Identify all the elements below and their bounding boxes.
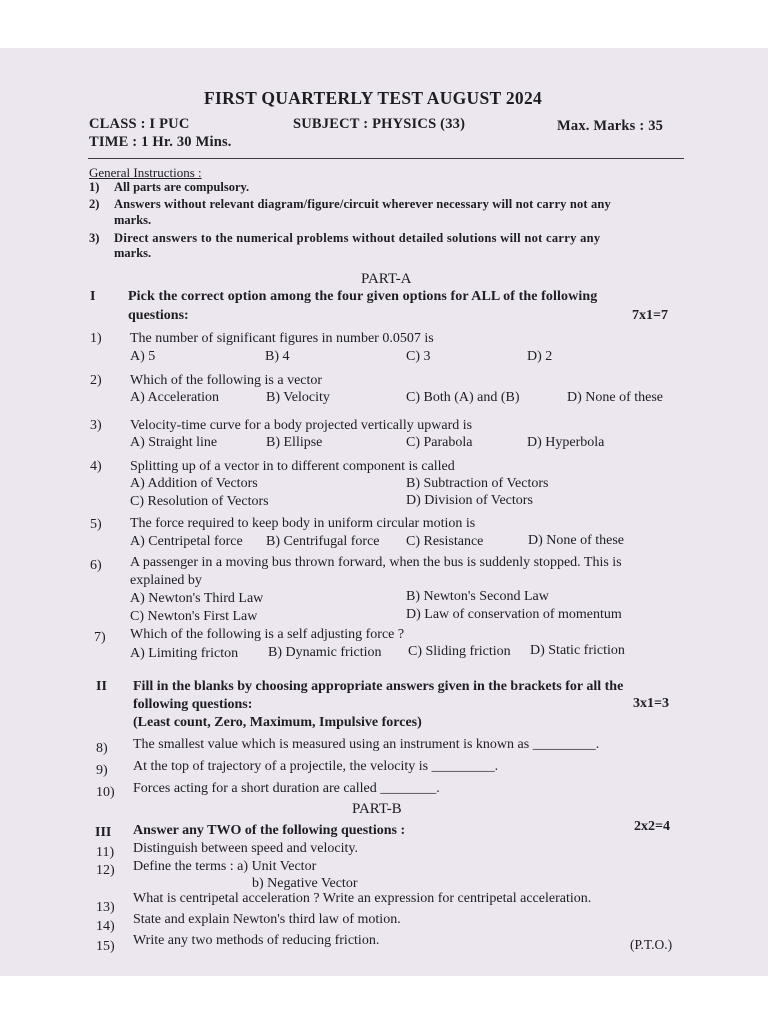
instruction-text-cont: marks.	[114, 246, 152, 260]
section-instruction: Answer any TWO of the following questions :	[133, 823, 406, 838]
section-roman: II	[96, 679, 107, 694]
question-number: 2)	[90, 373, 102, 388]
option-a: A) Addition of Vectors	[130, 476, 258, 491]
question-number: 4)	[90, 459, 102, 474]
question-text: Which of the following is a vector	[130, 373, 323, 388]
option-d: D) Law of conservation of momentum	[406, 607, 622, 622]
instructions-heading: General Instructions :	[89, 165, 202, 180]
class-label: CLASS : I PUC	[89, 116, 190, 132]
option-a: A) Newton's Third Law	[130, 591, 264, 606]
question-text: What is centripetal acceleration ? Write an expression for centripetal acceleration.	[133, 891, 592, 906]
question-number: 11)	[96, 845, 115, 860]
question-text: Forces acting for a short duration are called ________.	[133, 781, 440, 796]
time-label: TIME : 1 Hr. 30 Mins.	[89, 134, 232, 150]
question-text: Splitting up of a vector in to different component is called	[130, 459, 455, 474]
instruction-text: Answers without relevant diagram/figure/circuit wherever necessary will not carry not any	[114, 197, 611, 211]
option-a: A) Limiting fricton	[130, 646, 239, 661]
question-text: Velocity-time curve for a body projected vertically upward is	[130, 418, 473, 433]
section-instruction: Pick the correct option among the four given options for ALL of the following	[128, 289, 598, 304]
option-d: D) None of these	[528, 533, 625, 548]
bracket-options: (Least count, Zero, Maximum, Impulsive forces)	[133, 715, 422, 730]
question-number: 3)	[90, 418, 102, 433]
option-b: B) Ellipse	[266, 435, 323, 450]
question-number: 6)	[90, 558, 102, 573]
question-number: 1)	[90, 331, 102, 346]
option-d: D) Division of Vectors	[406, 493, 533, 508]
part-b-heading: PART-B	[352, 801, 402, 817]
header-divider	[88, 158, 684, 159]
option-b: B) 4	[265, 349, 290, 364]
instruction-text: All parts are compulsory.	[114, 180, 250, 194]
question-text: The force required to keep body in uniform circular motion is	[130, 516, 476, 531]
option-a: A) 5	[130, 349, 156, 364]
option-c: C) Resistance	[406, 534, 484, 549]
option-c: C) Resolution of Vectors	[130, 494, 269, 509]
option-b: B) Subtraction of Vectors	[406, 476, 549, 491]
option-a: A) Centripetal force	[130, 534, 243, 549]
option-d: D) Static friction	[530, 643, 625, 658]
question-text: The number of significant figures in number 0.0507 is	[130, 331, 434, 346]
paper-sheet	[0, 48, 768, 976]
question-text: At the top of trajectory of a projectile, the velocity is _________.	[133, 759, 499, 774]
question-number: 9)	[96, 763, 108, 778]
question-number: 7)	[94, 630, 106, 645]
instruction-num: 2)	[89, 197, 100, 211]
question-number: 12)	[96, 863, 115, 878]
option-a: A) Acceleration	[130, 390, 220, 405]
section-marks: 7x1=7	[632, 308, 668, 323]
section-roman: III	[95, 825, 112, 840]
question-text: The smallest value which is measured using an instrument is known as _________.	[133, 737, 600, 752]
question-number: 15)	[96, 939, 115, 954]
question-number: 14)	[96, 919, 115, 934]
question-number: 8)	[96, 741, 108, 756]
question-text-cont: explained by	[130, 573, 202, 588]
section-instruction: Fill in the blanks by choosing appropriate answers given in the brackets for all the	[133, 679, 624, 694]
question-text: Define the terms : a) Unit Vector	[133, 859, 317, 874]
option-d: D) Hyperbola	[527, 435, 605, 450]
option-b: B) Dynamic friction	[268, 645, 382, 660]
option-d: D) 2	[527, 349, 553, 364]
option-c: C) Newton's First Law	[130, 609, 258, 624]
instruction-text-cont: marks.	[114, 213, 152, 227]
exam-title: FIRST QUARTERLY TEST AUGUST 2024	[204, 88, 543, 108]
max-marks-label: Max. Marks : 35	[557, 118, 664, 134]
question-text: Which of the following is a self adjusting force ?	[130, 627, 405, 642]
question-number: 13)	[96, 900, 115, 915]
section-instruction-cont: questions:	[128, 308, 189, 323]
option-b: B) Newton's Second Law	[406, 589, 549, 604]
option-c: C) Both (A) and (B)	[406, 390, 520, 405]
question-number: 10)	[96, 785, 115, 800]
option-c: C) 3	[406, 349, 431, 364]
question-text: Write any two methods of reducing friction.	[133, 933, 380, 948]
option-b: B) Centrifugal force	[266, 534, 380, 549]
question-text-cont: b) Negative Vector	[252, 876, 358, 891]
section-marks: 2x2=4	[634, 819, 670, 834]
instruction-num: 3)	[89, 231, 100, 245]
instruction-text: Direct answers to the numerical problems without detailed solutions will not carry any	[114, 231, 601, 245]
option-d: D) None of these	[567, 390, 664, 405]
section-instruction-cont: following questions:	[133, 697, 253, 712]
question-text: A passenger in a moving bus thrown forward, when the bus is suddenly stopped. This is	[130, 555, 622, 570]
pto-label: (P.T.O.)	[630, 937, 673, 952]
question-text: State and explain Newton's third law of motion.	[133, 912, 401, 927]
option-c: C) Sliding friction	[408, 644, 511, 659]
option-c: C) Parabola	[406, 435, 473, 450]
question-text: Distinguish between speed and velocity.	[133, 841, 358, 856]
instruction-num: 1)	[89, 180, 100, 194]
question-number: 5)	[90, 517, 102, 532]
option-a: A) Straight line	[130, 435, 218, 450]
section-marks: 3x1=3	[633, 696, 669, 711]
option-b: B) Velocity	[266, 390, 330, 405]
subject-label: SUBJECT : PHYSICS (33)	[293, 116, 466, 132]
part-a-heading: PART-A	[361, 271, 412, 287]
section-roman: I	[90, 289, 96, 304]
